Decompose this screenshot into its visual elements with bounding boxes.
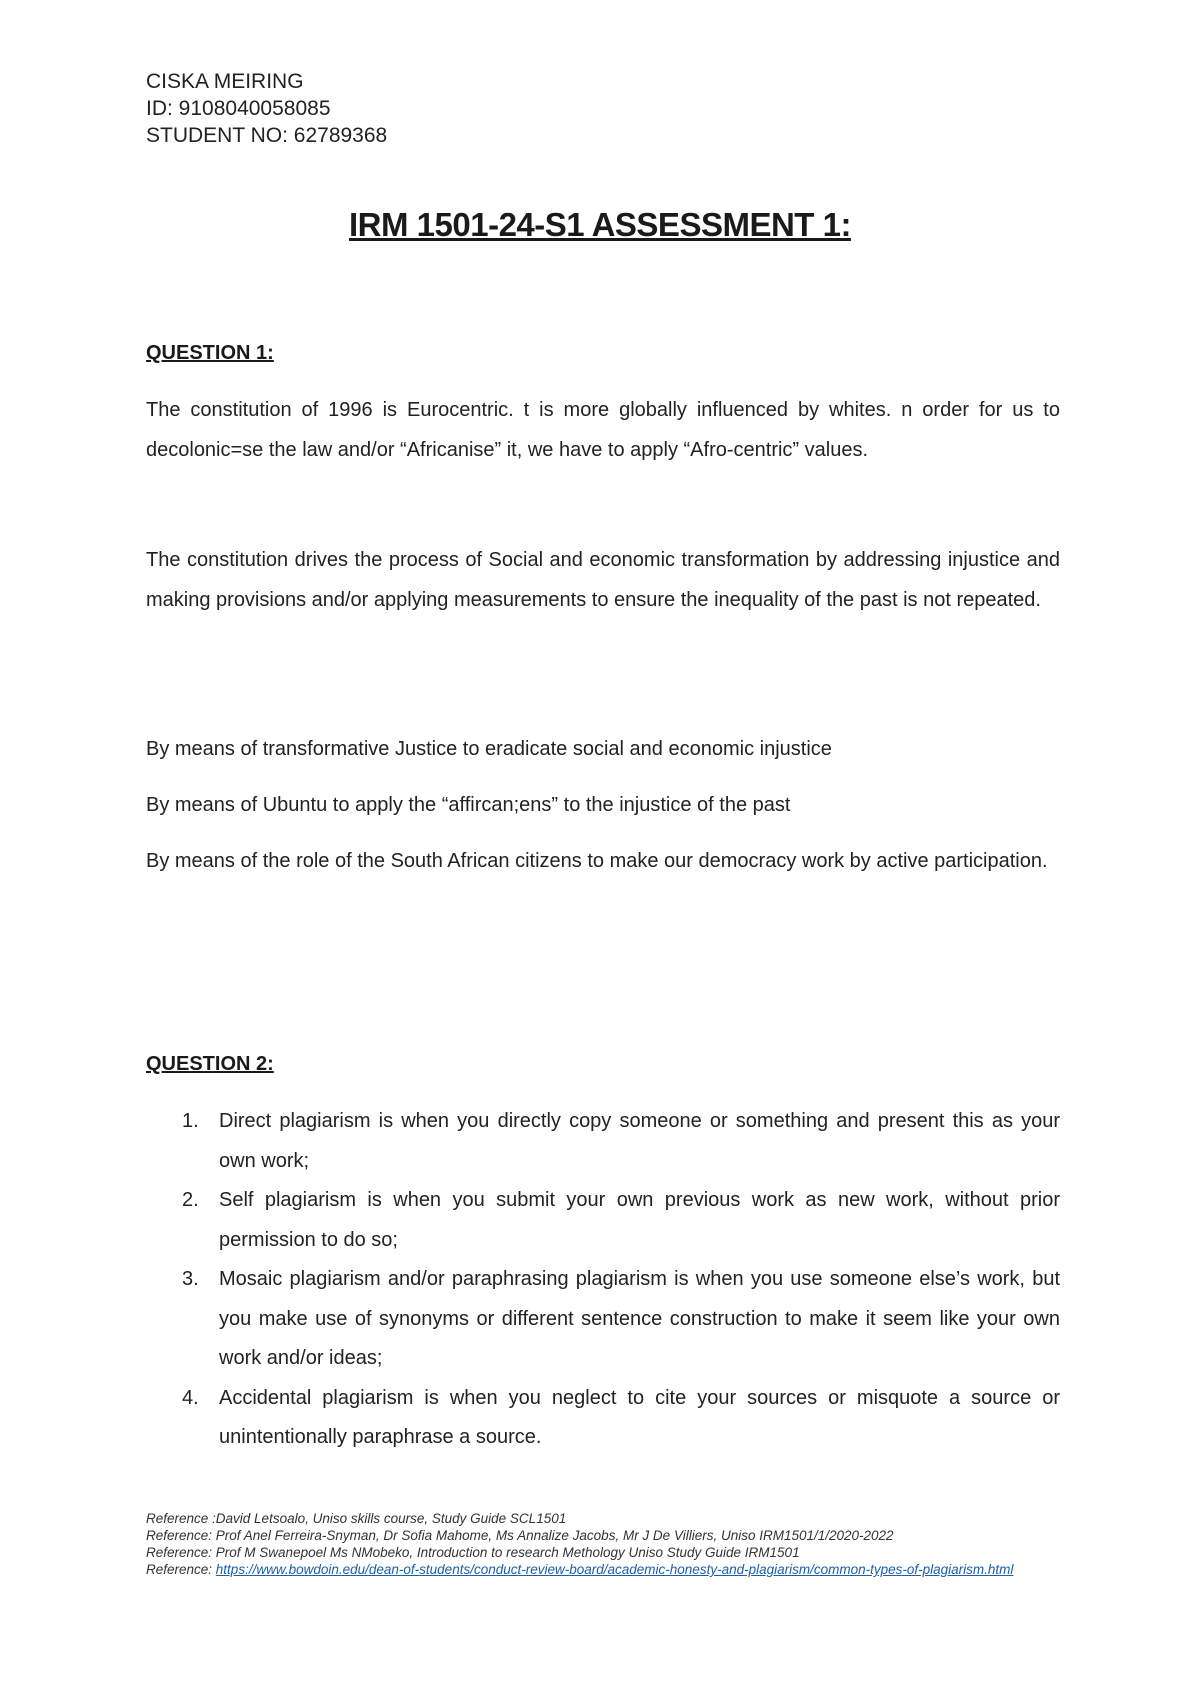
- document-title: IRM 1501-24-S1 ASSESSMENT 1:: [349, 206, 851, 243]
- list-item-number: 2.: [182, 1189, 199, 1211]
- list-item-number: 1.: [182, 1110, 199, 1132]
- list-item: [146, 1260, 1060, 1379]
- list-item: [146, 1379, 1060, 1458]
- reference-2: Reference: Prof Anel Ferreira-Snyman, Dr Sofia Mahome, Ms Annalize Jacobs, Mr J De Villiers, Uniso IRM1501/1/2020-2022: [146, 1528, 894, 1543]
- list-item-number: 3.: [182, 1268, 199, 1290]
- list-item-number: 4.: [182, 1386, 199, 1409]
- reference-4-label: Reference:: [146, 1562, 216, 1577]
- question-1-heading: QUESTION 1:: [146, 342, 274, 364]
- list-item-text: Accidental plagiarism is when you neglect to cite your sources or misquote a source or unintentionally paraphrase a source.: [219, 1386, 1060, 1448]
- plagiarism-types-list: [146, 1102, 1060, 1458]
- question-2-heading: QUESTION 2:: [146, 1053, 274, 1075]
- reference-4: [146, 1561, 1076, 1578]
- student-id: ID: 9108040058085: [146, 97, 331, 120]
- list-item-text: Self plagiarism is when you submit your own previous work as new work, without prior permission to do so;: [219, 1189, 1060, 1251]
- question-1-paragraph-2: The constitution drives the process of Social and economic transformation by addressing injustice and making provisions and/or applying measurements to ensure the inequality of the past is not repeated.: [146, 549, 1060, 611]
- student-info: [146, 68, 387, 149]
- reference-3: Reference: Prof M Swanepoel Ms NMobeko, Introduction to research Methology Uniso Study Guide IRM1501: [146, 1545, 800, 1560]
- question-1-paragraph-4: By means of Ubuntu to apply the “affircan;ens” to the injustice of the past: [146, 794, 791, 816]
- reference-4-link[interactable]: https://www.bowdoin.edu/dean-of-students/conduct-review-board/academic-honesty-and-plagiarism/common-types-of-plagiarism.html: [215, 1562, 1014, 1577]
- list-item-text: Mosaic plagiarism and/or paraphrasing plagiarism is when you use someone else’s work, but you make use of synonyms or different sentence construction to make it seem like your own work and/or ideas;: [219, 1268, 1060, 1369]
- references: [146, 1510, 1076, 1578]
- question-1-paragraph-1: The constitution of 1996 is Eurocentric. t is more globally influenced by whites. n order for us to decolonic=se the law and/or “Africanise” it, we have to apply “Afro-centric” values.: [146, 399, 1060, 461]
- reference-1: Reference :David Letsoalo, Uniso skills course, Study Guide SCL1501: [146, 1511, 567, 1526]
- list-item: [146, 1181, 1060, 1260]
- student-number: STUDENT NO: 62789368: [146, 124, 388, 147]
- list-item: [146, 1102, 1060, 1181]
- question-1-paragraph-5: By means of the role of the South African citizens to make our democracy work by active participation.: [146, 850, 1048, 872]
- list-item-text: Direct plagiarism is when you directly copy someone or something and present this as your own work;: [219, 1110, 1060, 1172]
- student-name: CISKA MEIRING: [146, 70, 304, 93]
- question-1-paragraph-3: By means of transformative Justice to eradicate social and economic injustice: [146, 738, 832, 760]
